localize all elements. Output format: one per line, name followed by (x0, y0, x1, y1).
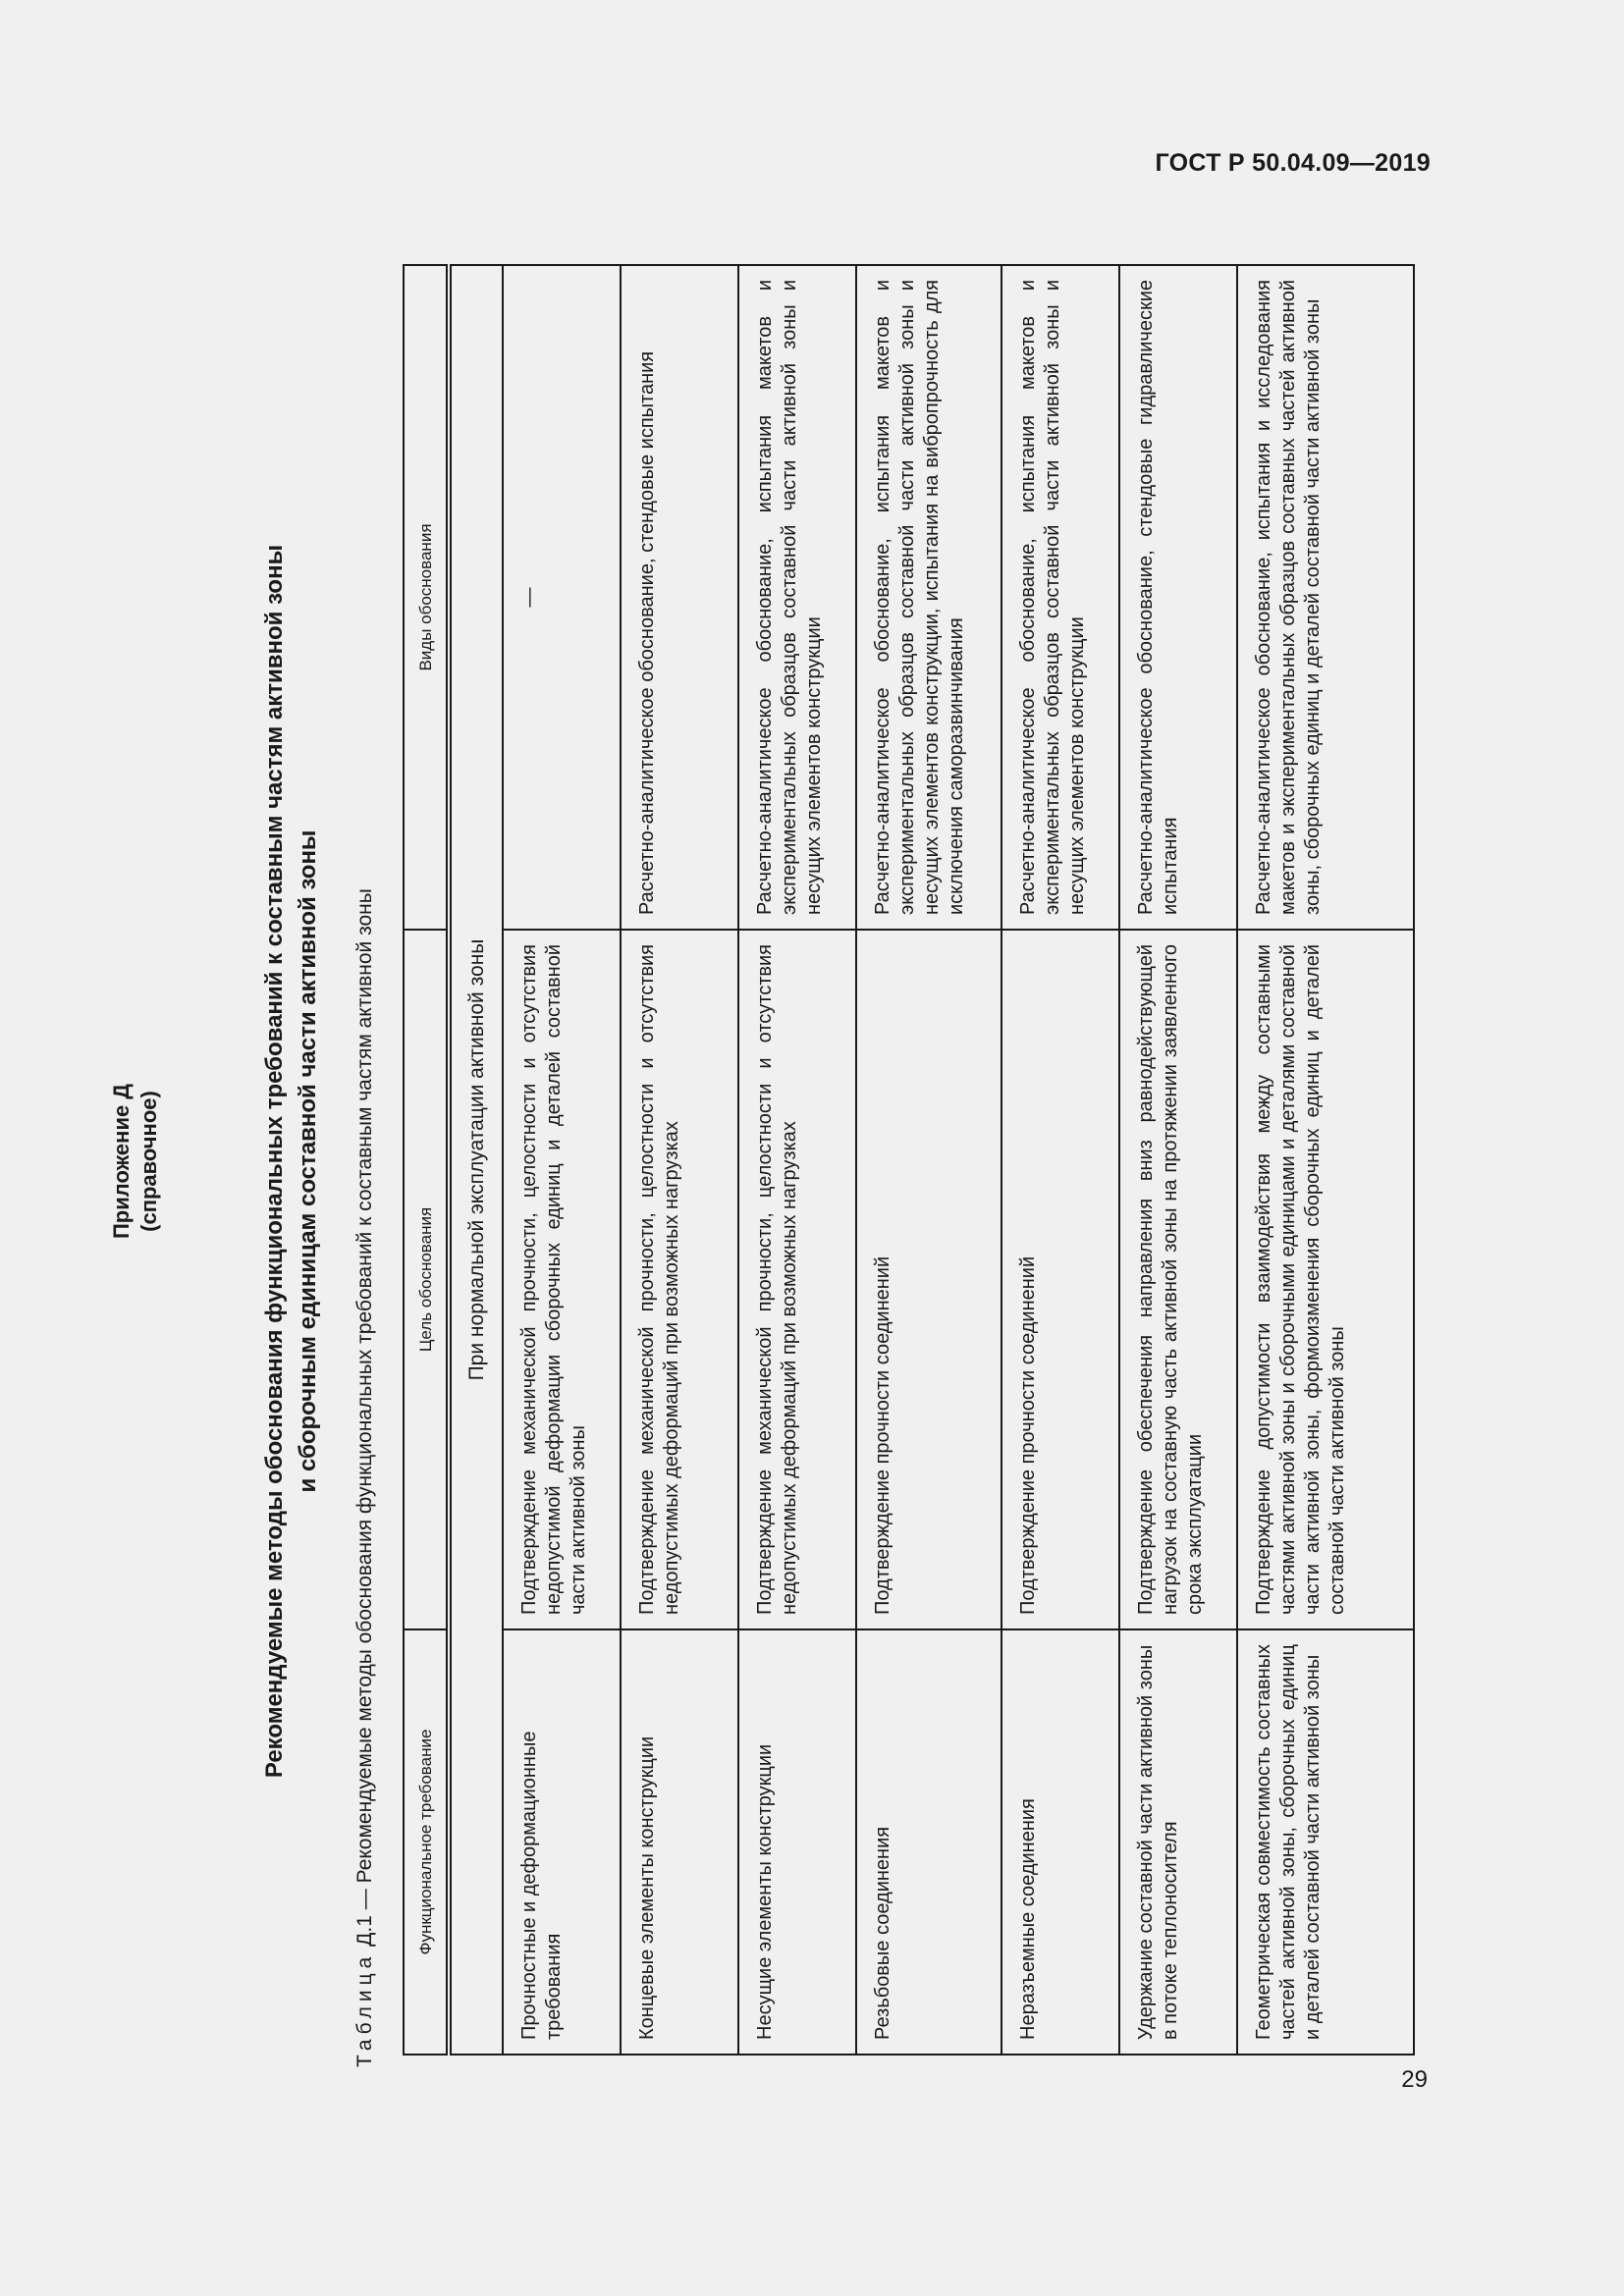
cell-methods: Расчетно-аналитическое обоснование, испытания макетов и экспериментальных образцов составной части активной зоны и несущих элементов конструкции (738, 265, 856, 930)
empty-dash: — (518, 587, 540, 608)
table-row (856, 265, 1001, 2055)
title-line-1: Рекомендуемые методы обоснования функциональных требований к составным частям активной зоны (261, 544, 288, 1779)
cell-requirement: Резьбовые соединения (856, 1629, 1001, 2055)
cell-methods (503, 265, 621, 930)
table-row (1237, 265, 1414, 2055)
table-caption-label: Таблица (353, 1951, 376, 2067)
appendix-type: (справочное) (136, 1091, 161, 1232)
page-number: 29 (1401, 2066, 1428, 2093)
cell-methods: Расчетно-аналитическое обоснование, испытания макетов и экспериментальных образцов составной части активной зоны и несущих элементов конструкции, испытания на вибропрочность для исключения саморазвинчивания (856, 265, 1001, 930)
cell-goal: Подтверждение допустимости взаимодействия между составными частями активной зоны и сборочными единицами и деталями составной части активной зоны, формоизменения сборочных единиц и деталей составной части активной зоны (1237, 930, 1414, 1629)
cell-requirement: Удержание составной части активной зоны в потоке теплоносителя (1119, 1629, 1237, 2055)
cell-methods: Расчетно-аналитическое обоснование, стендовые испытания (621, 265, 738, 930)
section-row (449, 265, 503, 2055)
requirements-table (403, 264, 1415, 2056)
appendix-heading (108, 239, 163, 2084)
table-row (1001, 265, 1119, 2055)
title-line-2: и сборочным единицам составной части активной зоны (295, 829, 321, 1493)
cell-goal: Подтверждение механической прочности, целостности и отсутствия недопустимой деформации сборочных единиц и деталей составной части активной зоны (503, 930, 621, 1629)
cell-methods: Расчетно-аналитическое обоснование, испытания макетов и экспериментальных образцов составной части активной зоны и несущих элементов конструкции (1001, 265, 1119, 930)
cell-goal: Подтверждение механической прочности, целостности и отсутствия недопустимых деформаций при возможных нагрузках (621, 930, 738, 1629)
column-header-methods: Виды обоснования (404, 265, 449, 930)
table-row (738, 265, 856, 2055)
table-caption (353, 888, 377, 2067)
column-header-goal: Цель обоснования (404, 930, 449, 1629)
section-title: При нормальной эксплуатации активной зоны (449, 265, 503, 2055)
appendix-label: Приложение Д (109, 1084, 134, 1239)
cell-requirement: Геометрическая совместимость составных частей активной зоны, сборочных единиц и деталей составной части активной зоны (1237, 1629, 1414, 2055)
cell-goal: Подтверждение прочности соединений (856, 930, 1001, 1629)
table-caption-number: Д.1 (353, 1915, 376, 1947)
cell-requirement: Несущие элементы конструкции (738, 1629, 856, 2055)
table-header-row (404, 265, 449, 2055)
cell-goal: Подтверждение прочности соединений (1001, 930, 1119, 1629)
cell-methods: Расчетно-аналитическое обоснование, испытания и исследования макетов и экспериментальных образцов составных частей активной зоны, сборочных единиц и деталей составной части активной зоны (1237, 265, 1414, 930)
cell-goal: Подтверждение механической прочности, целостности и отсутствия недопустимых деформаций при возможных нагрузках (738, 930, 856, 1629)
document-code: ГОСТ Р 50.04.09—2019 (1155, 149, 1431, 177)
rotated-page-content (106, 239, 1446, 2084)
cell-goal: Подтверждение обеспечения направления вниз равнодействующей нагрузок на составную часть активной зоны на протяжении заявленного срока эксплуатации (1119, 930, 1237, 1629)
cell-requirement: Концевые элементы конструкции (621, 1629, 738, 2055)
table-caption-text: — Рекомендуемые методы обоснования функциональных требований к составным частям активной зоны (353, 888, 376, 1916)
cell-methods: Расчетно-аналитическое обоснование, стендовые гидравлические испытания (1119, 265, 1237, 930)
table-row (621, 265, 738, 2055)
column-header-requirement: Функциональное требование (404, 1629, 449, 2055)
appendix-title (258, 239, 325, 2084)
cell-requirement: Прочностные и деформационные требования (503, 1629, 621, 2055)
table-row (503, 265, 621, 2055)
table-row (1119, 265, 1237, 2055)
cell-requirement: Неразъемные соединения (1001, 1629, 1119, 2055)
